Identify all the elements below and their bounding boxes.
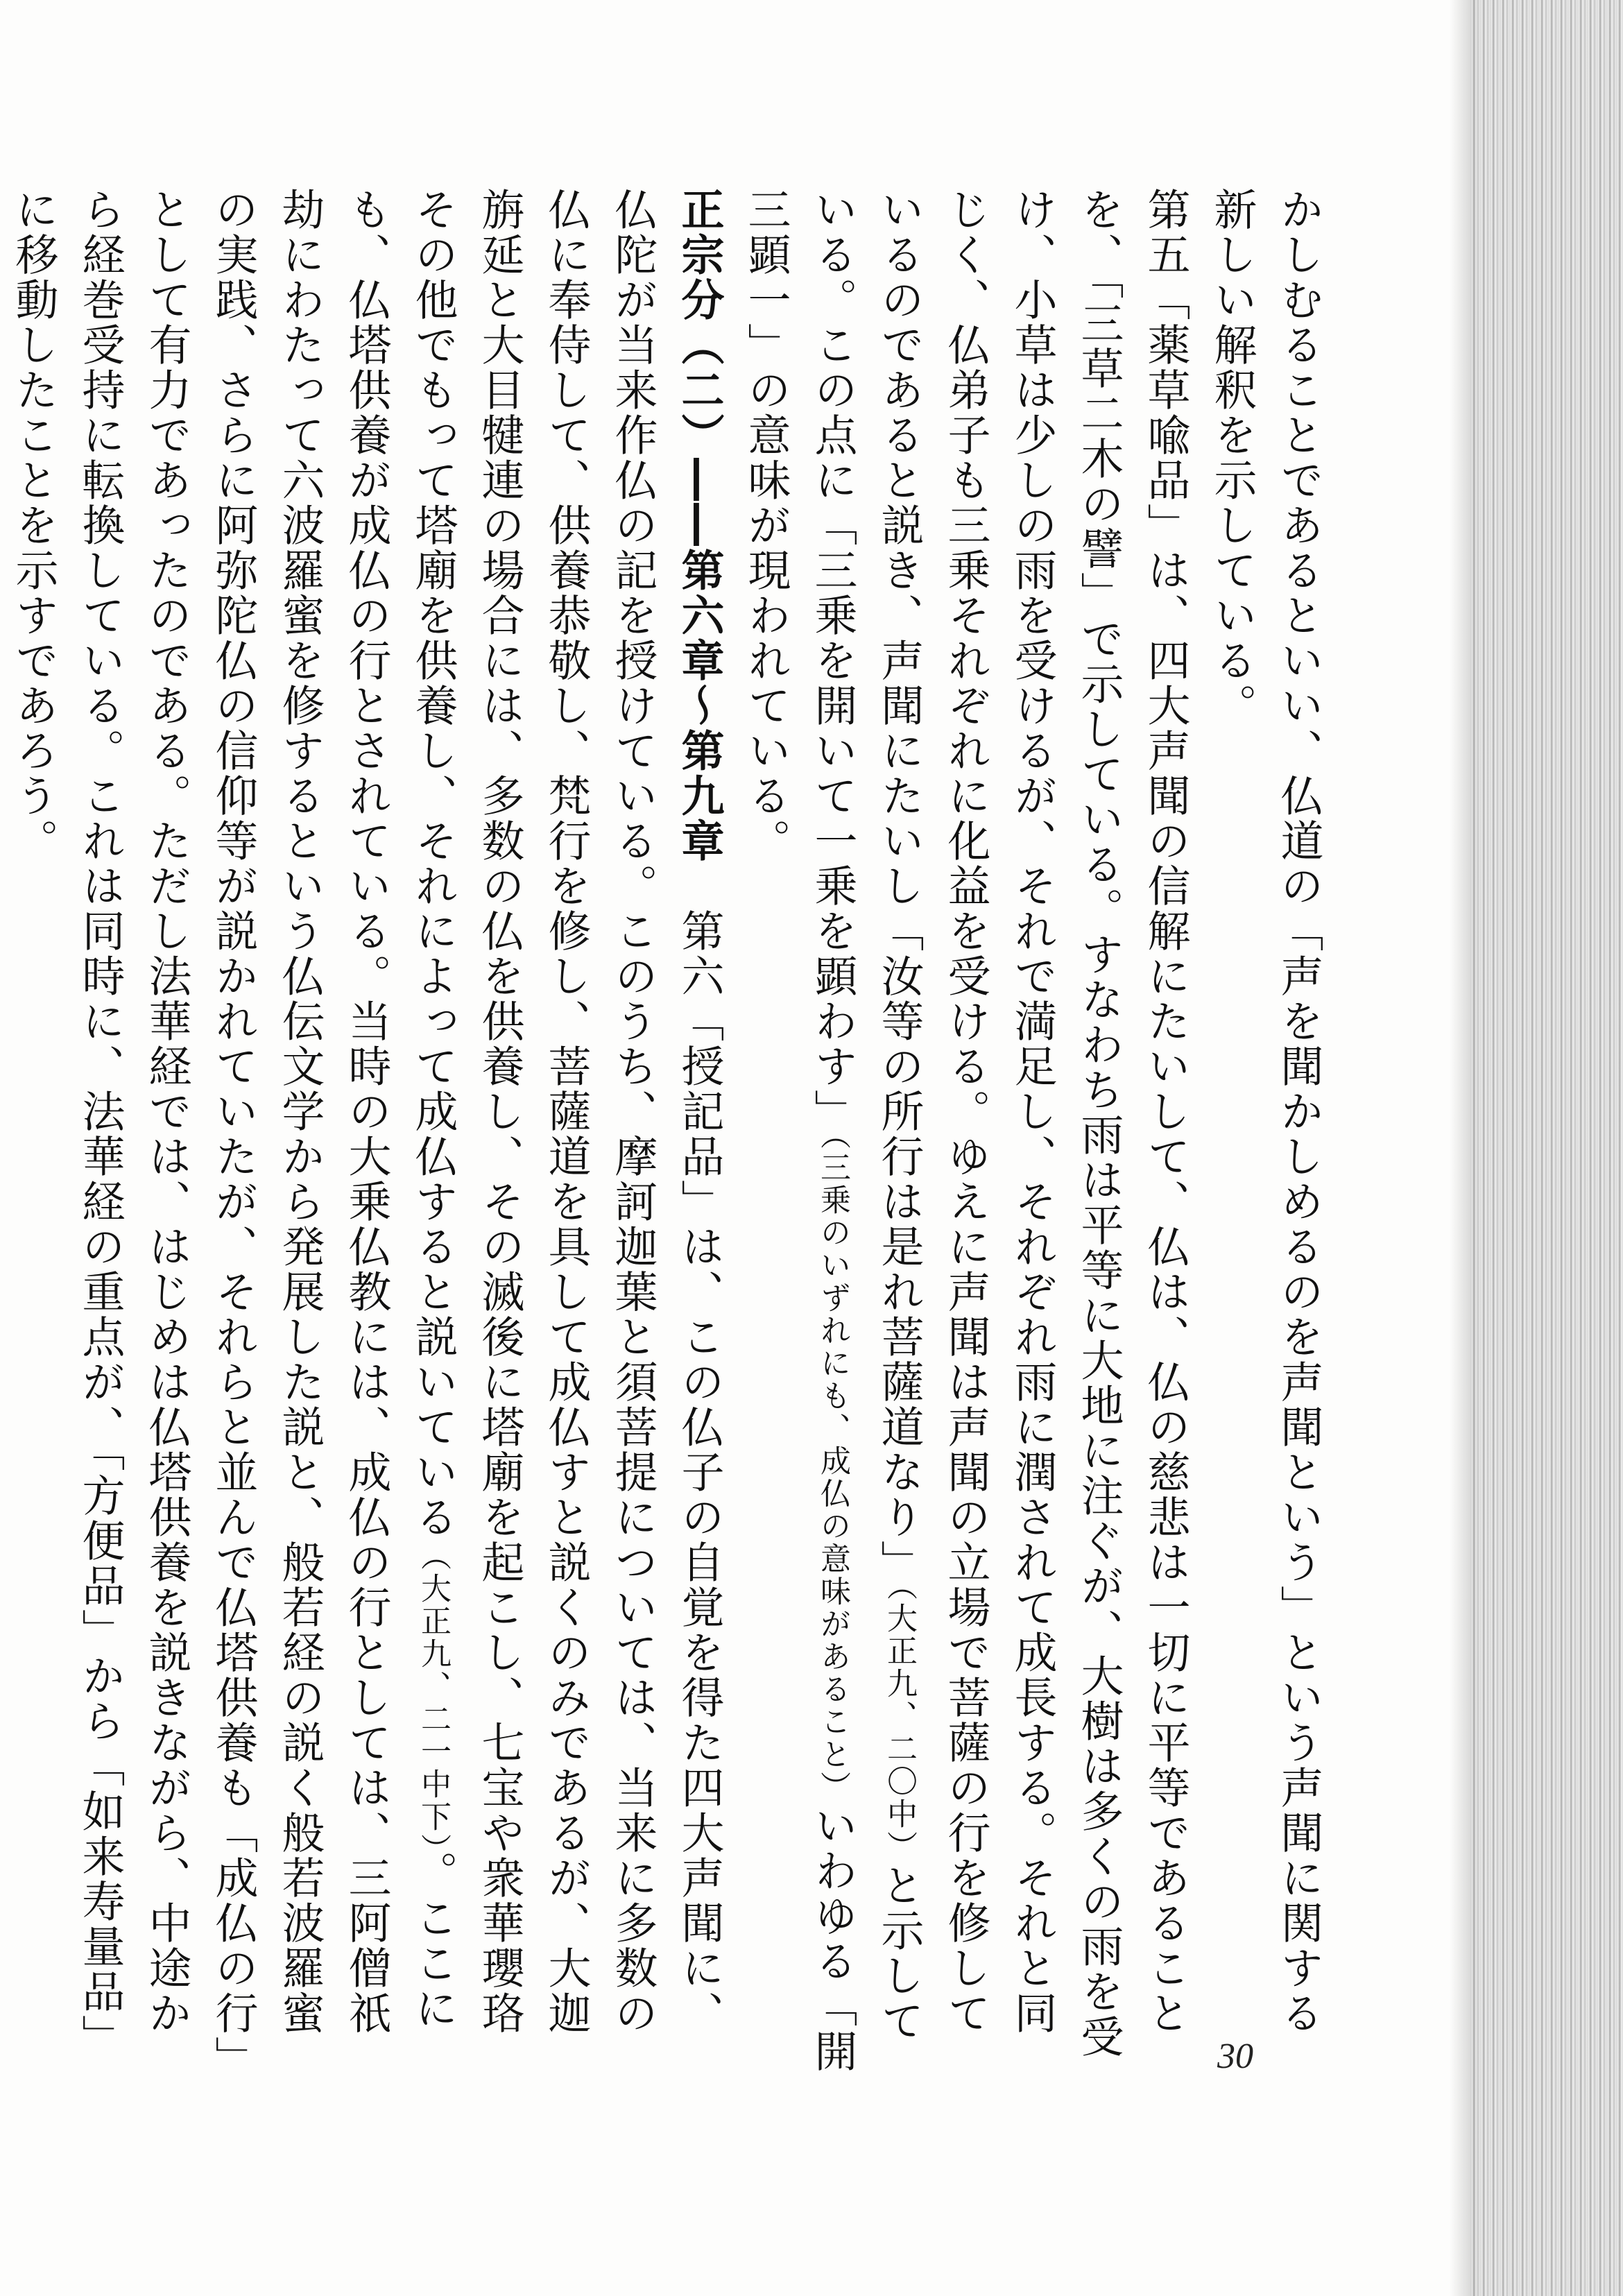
citation-note: （大正九、二一中下） [415,1540,451,1851]
book-binding-edge [1470,0,1623,2296]
paragraph-text: いわゆる「開三顕一」の意味が現われている。 [741,187,858,2074]
paragraph-text: 第六「授記品」は、この仏子の自覚を得た四大声聞に、仏陀が当来作仏の記を授けている。このうち、摩訶迦葉と須菩提については、当来に多数の仏に奉侍して、供養恭敬し、梵行を修し、菩薩道を具して成仏すと説くのみであるが、大迦旃延と大目犍連の場合には、多数の仏を供養し、その滅後に塔廟を起こし、七宝や衆華瓔珞その他でもって塔廟を供養し、それによって成仏すると説いている [408,187,725,2036]
citation-note: （大正九、二〇中） [882,1585,917,1863]
paragraph-text: 。ここにも、仏塔供養が成仏の行とされている。当時の大乗仏教には、成仏の行としては、三阿僧祇劫にわたって六波羅蜜を修するという仏伝文学から発展した説と、般若経の説く般若波羅蜜の実践、さらに阿弥陀仏の信仰等が説かれていたが、それらと並んで仏塔供養も「成仏の行」として有力であったのである。ただし法華経では、はじめは仏塔供養を説きながら、中途から経巻受持に転換している。これは同時に、法華経の重点が、「方便品」から「如来寿量品」に移動したことを示すであろう。 [8,187,458,2059]
vertical-text-body [0,187,1332,2074]
page-number: 30 [1217,2037,1253,2076]
paragraph-text: かしむることであるといい、仏道の「声を聞かしめるのを声聞という」という声聞に関する新しい解釈を示している。 [1207,187,1324,2036]
paragraph-text: 第五「薬草喩品」は、四大声聞の信解にたいして、仏は、仏の慈悲は一切に平等であることを、「三草二木の譬」で示している。すなわち雨は平等に大地に注ぐが、大樹は多くの雨を受け、小草は少しの雨を受けるが、それで満足し、それぞれ雨に潤されて成長する。それと同じく、仏弟子も三乗それぞれに化益を受ける。ゆえに声聞は声聞の立場で菩薩の行を修しているのであると説き、声聞にたいし「汝等の所行は是れ菩薩道なり」 [874,187,1191,2059]
section-heading: 正宗分（二）――第六章〜第九章 [674,187,725,864]
paragraph-continuation [1199,187,1332,2074]
paragraph-yakusouyu [732,187,1199,2074]
paragraph-shoushuubun [0,187,732,2074]
parenthetical-note: （三乗のいずれにも、成仏の意味があること） [815,1134,850,1804]
paragraph-text: と示している。この点に「三乗を開いて一乗を顕わす」 [807,187,925,2044]
